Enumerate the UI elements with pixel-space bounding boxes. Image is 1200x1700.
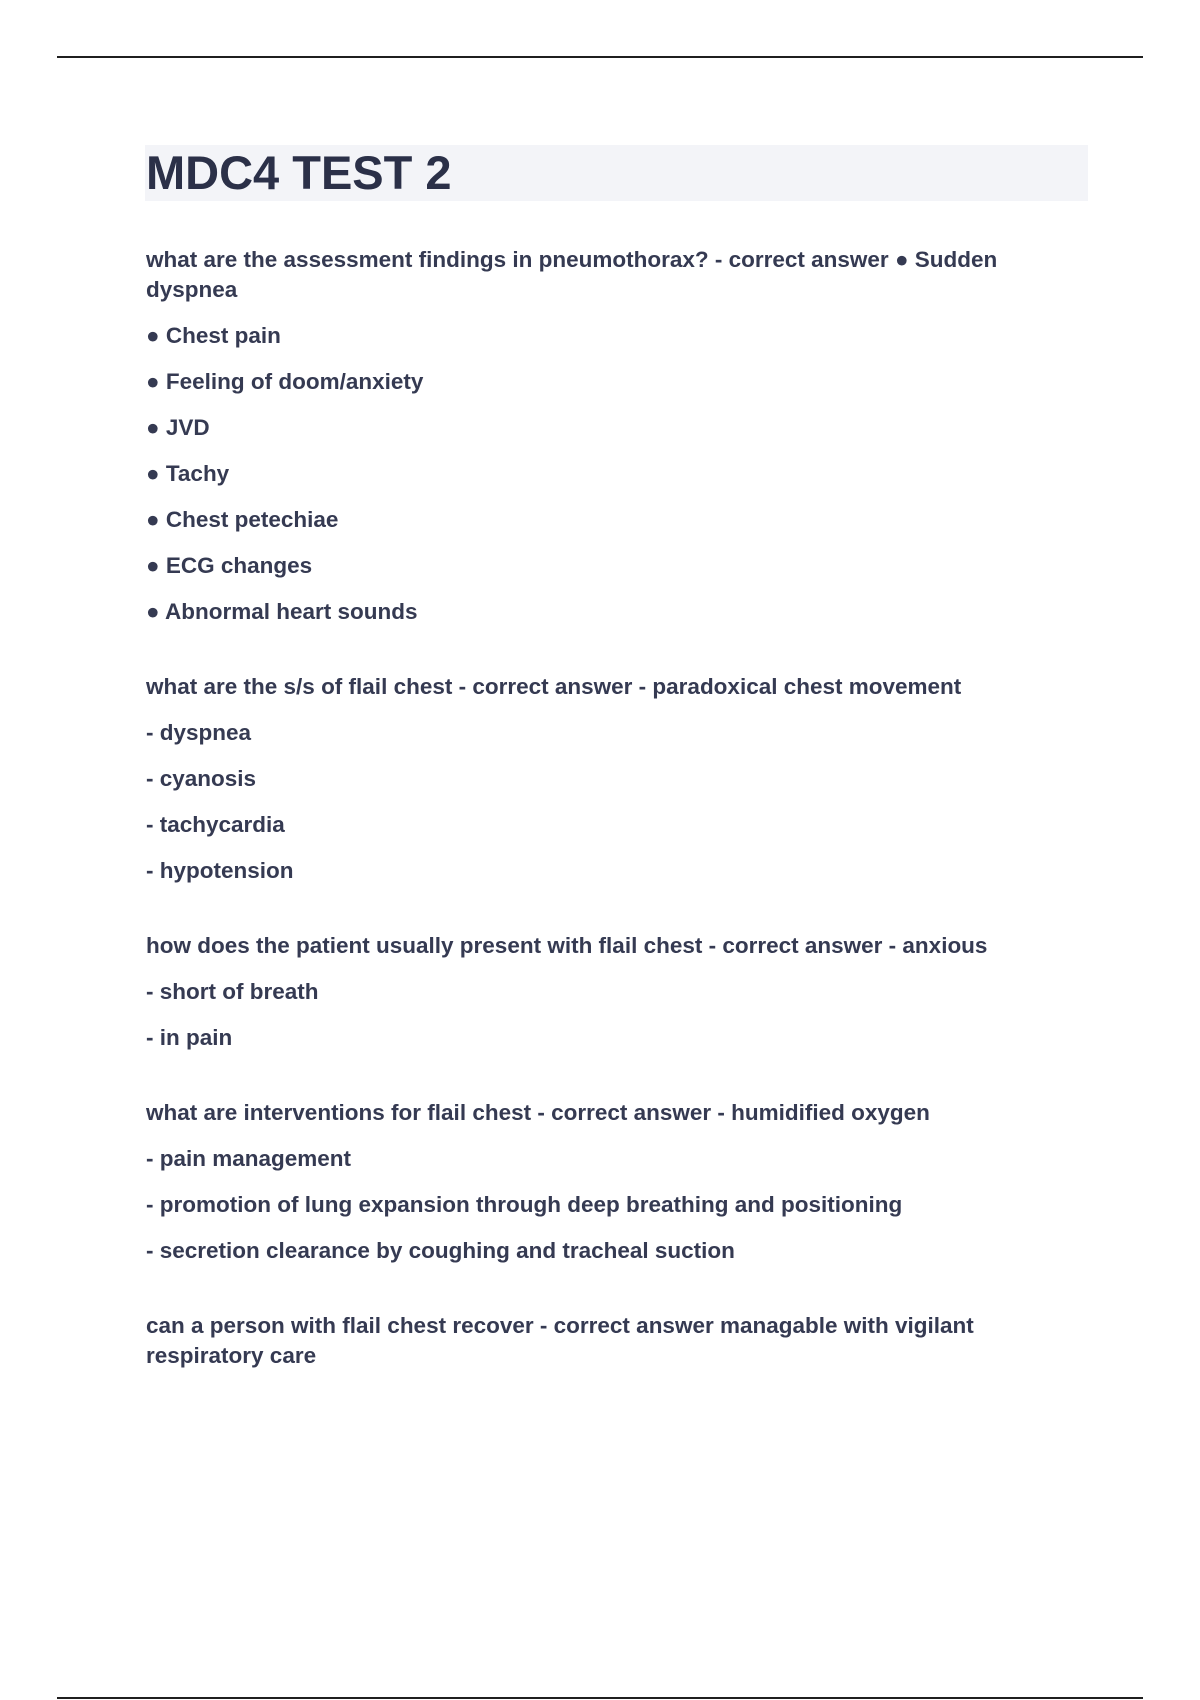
answer-item: - short of breath xyxy=(146,979,319,1004)
answer-item: ● Tachy xyxy=(146,461,230,486)
answer-item: ● Abnormal heart sounds xyxy=(146,599,418,624)
answer-item: - in pain xyxy=(146,1025,233,1050)
answer-item: ● Feeling of doom/anxiety xyxy=(146,369,424,394)
answer-item: - hypotension xyxy=(146,858,294,883)
qa-pneumothorax-findings xyxy=(146,245,1091,627)
page-title: MDC4 TEST 2 xyxy=(146,146,452,199)
question-line: what are the assessment findings in pneumothorax? - correct answer ● Sudden dyspnea xyxy=(146,247,998,302)
answer-item: ● Chest pain xyxy=(146,323,281,348)
answer-item: - secretion clearance by coughing and tracheal suction xyxy=(146,1238,735,1263)
answer-item: - pain management xyxy=(146,1146,352,1171)
question-line: how does the patient usually present with flail chest - correct answer - anxious xyxy=(146,933,988,958)
answer-item: - dyspnea xyxy=(146,720,252,745)
qa-flail-chest-recovery xyxy=(146,1311,1091,1371)
document-body xyxy=(146,245,1091,1416)
qa-flail-chest-signs xyxy=(146,672,1091,886)
qa-flail-chest-presentation xyxy=(146,931,1091,1053)
answer-item: - cyanosis xyxy=(146,766,257,791)
answer-item: ● ECG changes xyxy=(146,553,313,578)
question-line: what are interventions for flail chest - correct answer - humidified oxygen xyxy=(146,1100,930,1125)
answer-item: - promotion of lung expansion through deep breathing and positioning xyxy=(146,1192,903,1217)
bottom-divider xyxy=(57,1697,1143,1699)
top-divider xyxy=(57,56,1143,58)
qa-flail-chest-interventions xyxy=(146,1098,1091,1266)
question-line: can a person with flail chest recover - correct answer managable with vigilant respiratory care xyxy=(146,1313,974,1368)
answer-item: ● JVD xyxy=(146,415,210,440)
answer-item: ● Chest petechiae xyxy=(146,507,339,532)
answer-item: - tachycardia xyxy=(146,812,285,837)
question-line: what are the s/s of flail chest - correct answer - paradoxical chest movement xyxy=(146,674,962,699)
